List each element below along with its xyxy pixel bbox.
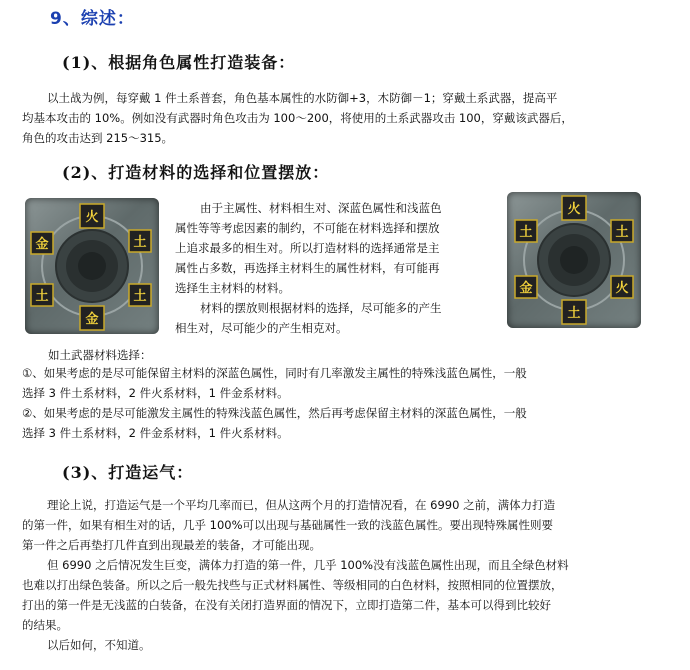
- section1-title: (1)、根据角色属性打造装备：: [62, 53, 296, 72]
- option-line: 选择 3 件土系材料，2 件金系材料，1 件火系材料。: [22, 426, 289, 440]
- right-board-image: [507, 192, 641, 328]
- option-line: ①、如果考虑的是尽可能保留主材料的深蓝色属性，同时有几率激发主属性的特殊浅蓝色属性，一般: [22, 366, 527, 380]
- forge-board-left: [25, 198, 159, 334]
- section2-line: 由于主属性、材料相生对、深蓝色属性和浅蓝色: [200, 201, 442, 215]
- section3-line: 但 6990 之后情况发生巨变，满体力打造的第一件，几乎 100%没有浅蓝色属性出现，而且全绿色材料: [47, 558, 569, 572]
- section3-line: 也难以打出绿色装备。所以之后一般先找些与正式材料属性、等级相同的白色材料，按照相同的位置摆放，: [22, 578, 563, 592]
- section1-body: [22, 88, 682, 148]
- slot-glyph: 金: [35, 237, 49, 252]
- section3-line: 以后如何，不知道。: [47, 638, 151, 652]
- section3-line: 理论上说，打造运气是一个平均几率而已，但从这两个月的打造情况看，在 6990 之前，满体力打造: [47, 498, 556, 512]
- slot-glyph: 金: [85, 312, 99, 327]
- material-example-label: 如土武器材料选择：: [48, 348, 152, 362]
- slot-glyph: 火: [567, 202, 581, 217]
- slot-glyph: 土: [615, 225, 629, 240]
- slot-glyph: 金: [519, 281, 533, 296]
- section2-line: 属性占多数，再选择主材料生的属性材料，有可能再: [175, 261, 440, 275]
- slot-glyph: 土: [519, 225, 533, 240]
- section2-title: (2)、打造材料的选择和位置摆放：: [62, 163, 330, 182]
- section2-line: 材料的摆放则根据材料的选择，尽可能多的产生: [200, 301, 442, 315]
- section2-line: 选择生主材料的材料。: [175, 281, 290, 295]
- section2-line: 属性等等考虑因素的制约，不可能在材料选择和摆放: [175, 221, 440, 235]
- slot-glyph: 土: [567, 306, 581, 321]
- section3-line: 第一件之后再垫打几件直到出现最差的装备，才可能出现。: [22, 538, 321, 552]
- section1-line: 角色的攻击达到 215～315。: [22, 131, 174, 145]
- section3-line: 的第一件，如果有相生对的话，几乎 100%可以出现与基础属性一致的浅蓝色属性。要出现特殊属性则要: [22, 518, 554, 532]
- slot-glyph: 火: [85, 210, 99, 225]
- slot-glyph: 土: [35, 289, 49, 304]
- section3-body: [22, 495, 684, 655]
- section1-line: 以土战为例，每穿戴 1 件土系普套，角色基本属性的水防御+3，木防御－1；穿戴土系武器，提高平: [47, 91, 558, 105]
- section3-title: (3)、打造运气：: [62, 463, 194, 482]
- section2-body: [175, 198, 500, 338]
- section3-line: 的结果。: [22, 618, 68, 632]
- page-title: 9、综述：: [50, 9, 135, 29]
- option-line: ②、如果考虑的是尽可能激发主属性的特殊浅蓝色属性，然后再考虑保留主材料的深蓝色属性，一般: [22, 406, 527, 420]
- section2-line: 上追求最多的相生对。所以打造材料的选择通常是主: [175, 241, 440, 255]
- slot-glyph: 土: [133, 235, 147, 250]
- forge-board-right: [507, 192, 641, 328]
- material-options: [22, 363, 684, 443]
- section3-line: 打出的第一件是无浅蓝的白装备，在没有关闭打造界面的情况下，立即打造第二件，基本可以得到比较好: [22, 598, 551, 612]
- option-line: 选择 3 件土系材料，2 件火系材料，1 件金系材料。: [22, 386, 289, 400]
- section1-line: 均基本攻击的 10%。例如没有武器时角色攻击为 100～200，将使用的土系武器攻击 100，穿戴该武器后，: [22, 111, 573, 125]
- slot-glyph: 火: [615, 281, 629, 296]
- slot-glyph: 土: [133, 289, 147, 304]
- section2-line: 相生对，尽可能少的产生相克对。: [175, 321, 348, 335]
- left-board-image: [25, 198, 159, 334]
